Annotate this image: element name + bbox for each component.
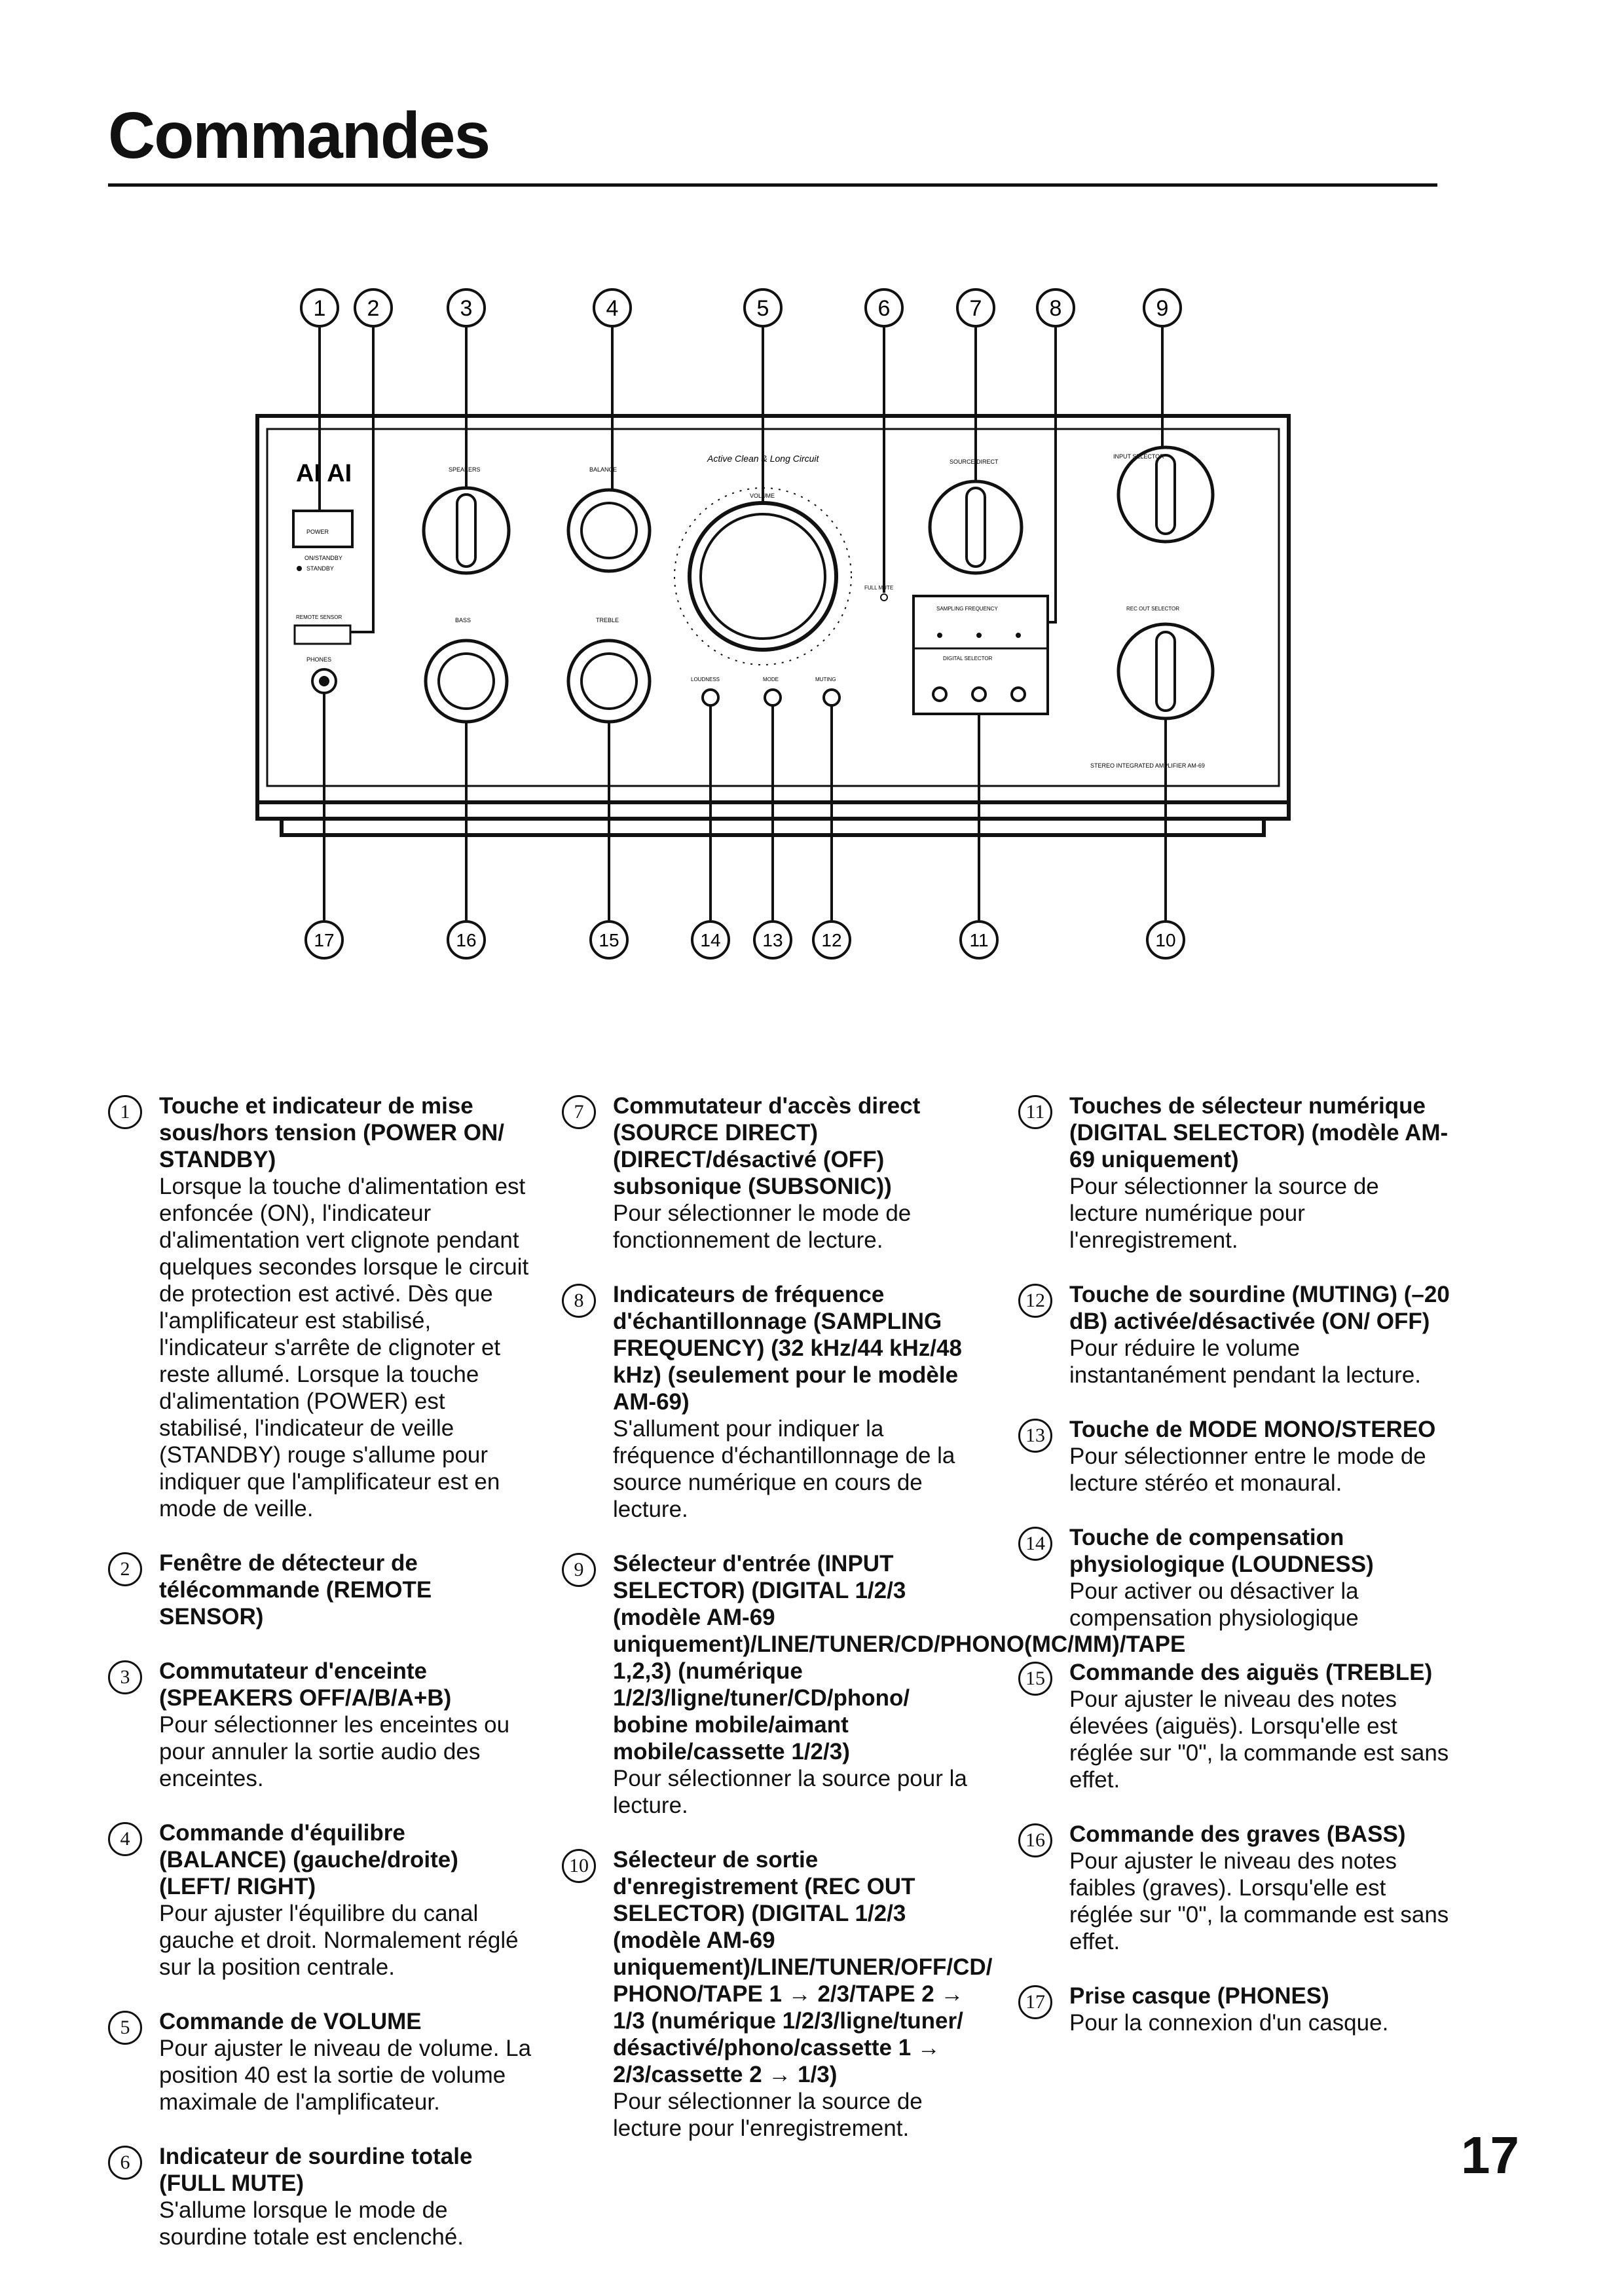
remote-sensor-window	[295, 625, 350, 644]
item-title: Commande de VOLUME	[159, 2009, 422, 2034]
freq-indicator-32	[937, 633, 942, 638]
list-item	[562, 1846, 991, 2142]
item-body: Pour activer ou désactiver la compensation physiologique	[1069, 1578, 1359, 1631]
item-number: 8	[562, 1284, 596, 1318]
callout-15: 15	[599, 930, 619, 950]
item-body: Pour réduire le volume instantanément pendant la lecture.	[1069, 1335, 1422, 1388]
page-number: 17	[1461, 2126, 1519, 2184]
bass-knob-cap	[439, 654, 494, 709]
item-body: Pour ajuster le niveau des notes élevées (aiguës). Lorsqu'elle est réglée sur "0", la commande est sans effet.	[1069, 1687, 1449, 1793]
full-mute-indicator	[881, 594, 887, 601]
item-body: S'allument pour indiquer la fréquence d'échantillonnage de la source numérique en cours de lecture.	[613, 1416, 955, 1522]
balance-label: BALANCE	[589, 466, 618, 473]
item-number: 3	[108, 1660, 142, 1694]
item-body: Pour ajuster le niveau des notes faibles (graves). Lorsqu'elle est réglée sur "0", la commande est sans effet.	[1069, 1848, 1449, 1954]
volume-label: VOLUME	[750, 493, 775, 499]
item-number: 16	[1018, 1823, 1052, 1857]
list-item	[1018, 1659, 1450, 1793]
item-title: Touche de compensation physiologique (LOUDNESS)	[1069, 1525, 1374, 1577]
callout-6: 6	[877, 296, 891, 321]
item-number: 5	[108, 2011, 142, 2045]
item-body: Lorsque la touche d'alimentation est enfoncée (ON), l'indicateur d'alimentation vert clignote pendant quelques secondes lorsque le circuit de protection est activé. Dès que l'amplificateur est stabilisé, l'indicateur s'arrête de clignoter et reste allumé. Lorsque la touche d'alimentation (POWER) est stabilisé, l'indicateur de veille (STANDBY) rouge s'allume pour indiquer que l'amplificateur est en mode de veille.	[159, 1174, 529, 1521]
item-title: Touches de sélecteur numérique (DIGITAL SELECTOR) (modèle AM-69 uniquement)	[1069, 1093, 1449, 1172]
callout-14: 14	[700, 930, 721, 950]
item-title: Commande des aiguës (TREBLE)	[1069, 1660, 1433, 1685]
callout-9: 9	[1156, 296, 1169, 321]
standby-indicator	[297, 566, 302, 571]
list-item	[108, 1092, 534, 1522]
item-body: Pour ajuster le niveau de volume. La position 40 est la sortie de volume maximale de l'amplificateur.	[159, 2036, 532, 2115]
mode-button[interactable]	[765, 690, 781, 705]
item-number: 2	[108, 1552, 142, 1586]
list-item	[108, 1658, 534, 1792]
digital-selector-label: DIGITAL SELECTOR	[943, 656, 993, 662]
item-title: Sélecteur d'entrée (INPUT SELECTOR) (DIGITAL 1/2/3 (modèle AM-69 uniquement)/LINE/TUNER/CD/PHONO(MC/MM)/TAPE 1,2,3) (numérique 1/2/3/ligne/tuner/CD/phono/ bobine mobile/aimant mobile/cassette 1/2/3)	[613, 1551, 1186, 1764]
freq-indicator-48	[1016, 633, 1021, 638]
callout-13: 13	[762, 930, 783, 950]
mode-label: MODE	[763, 677, 779, 682]
brand-logo: AI AI	[296, 460, 352, 487]
speakers-label: SPEAKERS	[449, 466, 481, 473]
input-selector-label: INPUT SELECTOR	[1113, 453, 1164, 460]
item-body: Pour sélectionner la source de lecture pour l'enregistrement.	[613, 2089, 923, 2141]
digital-1-button[interactable]	[933, 688, 946, 701]
callout-4: 4	[606, 296, 619, 321]
rec-out-selector-knob-grip	[1156, 632, 1175, 711]
callout-11: 11	[969, 930, 989, 950]
callout-12: 12	[821, 930, 842, 950]
item-number: 4	[108, 1822, 142, 1856]
callouts-bottom	[306, 922, 1184, 958]
power-button-label: POWER	[306, 529, 329, 535]
sampling-frequency-label: SAMPLING FREQUENCY	[936, 606, 998, 612]
list-item	[108, 1819, 534, 1981]
rec-out-selector-knob[interactable]	[1118, 624, 1213, 718]
speakers-knob-grip	[457, 494, 475, 567]
remote-sensor-label: REMOTE SENSOR	[296, 614, 342, 620]
item-number: 1	[108, 1095, 142, 1129]
phones-label: PHONES	[306, 656, 332, 663]
freq-indicator-44	[976, 633, 982, 638]
item-number: 15	[1018, 1662, 1052, 1696]
callout-16: 16	[456, 930, 477, 950]
callout-3: 3	[460, 296, 473, 321]
item-title: Sélecteur de sortie d'enregistrement (REC OUT SELECTOR) (DIGITAL 1/2/3 (modèle AM-69 uniquement)/LINE/TUNER/OFF/CD/ PHONO/TAPE 1 → 2/3/TAPE 2 → 1/3 (numérique 1/2/3/ligne/tuner/ désactivé/phono/cassette 1 → 2/3/cassette 2 → 1/3)	[613, 1847, 993, 2087]
item-number: 12	[1018, 1284, 1052, 1318]
item-title: Touche et indicateur de mise sous/hors tension (POWER ON/ STANDBY)	[159, 1093, 504, 1172]
model-label: STEREO INTEGRATED AMPLIFIER AM-69	[1090, 762, 1205, 769]
bass-label: BASS	[455, 617, 471, 624]
item-title: Commutateur d'enceinte (SPEAKERS OFF/A/B/A+B)	[159, 1658, 452, 1711]
list-item	[1018, 1416, 1450, 1497]
list-item	[1018, 1983, 1450, 2036]
item-number: 13	[1018, 1419, 1052, 1453]
volume-knob-cap	[701, 514, 825, 639]
item-title: Fenêtre de détecteur de télécommande (REMOTE SENSOR)	[159, 1550, 432, 1630]
callout-17: 17	[314, 930, 335, 950]
callout-10: 10	[1155, 930, 1176, 950]
item-title: Commutateur d'accès direct (SOURCE DIRECT) (DIRECT/désactivé (OFF) subsonique (SUBSONIC))	[613, 1093, 921, 1199]
callouts-top	[301, 289, 1181, 326]
item-body: Pour sélectionner entre le mode de lecture stéréo et monaural.	[1069, 1444, 1426, 1496]
standby-label: STANDBY	[306, 565, 334, 572]
treble-label: TREBLE	[596, 617, 619, 624]
item-number: 14	[1018, 1527, 1052, 1561]
item-number: 11	[1018, 1095, 1052, 1129]
list-item	[1018, 1092, 1450, 1254]
loudness-button[interactable]	[703, 690, 718, 705]
treble-knob-cap	[581, 654, 637, 709]
digital-2-button[interactable]	[972, 688, 986, 701]
list-item	[108, 2008, 534, 2116]
input-selector-knob[interactable]	[1118, 447, 1213, 542]
callout-5: 5	[756, 296, 769, 321]
balance-knob-cap	[581, 503, 637, 558]
item-title: Touche de MODE MONO/STEREO	[1069, 1417, 1436, 1442]
item-body: Pour sélectionner les enceintes ou pour annuler la sortie audio des enceintes.	[159, 1712, 510, 1791]
muting-button[interactable]	[824, 690, 840, 705]
column-3	[1018, 1092, 1450, 2064]
item-body: Pour ajuster l'équilibre du canal gauche et droit. Normalement réglé sur la position centrale.	[159, 1901, 519, 1980]
source-direct-label: SOURCE DIRECT	[950, 458, 999, 465]
source-direct-knob-grip	[967, 488, 985, 567]
list-item	[108, 1550, 534, 1630]
amplifier-figure	[0, 0, 1624, 1022]
full-mute-label: FULL MUTE	[864, 585, 894, 591]
callout-2: 2	[367, 296, 380, 321]
on-standby-label: ON/STANDBY	[304, 555, 342, 561]
item-number: 7	[562, 1095, 596, 1129]
item-body: Pour la connexion d'un casque.	[1069, 2010, 1389, 2036]
page-title: Commandes	[108, 99, 490, 172]
rec-out-selector-label: REC OUT SELECTOR	[1126, 606, 1180, 612]
muting-label: MUTING	[815, 677, 836, 682]
item-title: Commande des graves (BASS)	[1069, 1821, 1406, 1847]
source-direct-knob[interactable]	[930, 481, 1022, 573]
column-1	[108, 1092, 534, 2278]
item-number: 10	[562, 1849, 596, 1883]
speakers-knob[interactable]	[424, 488, 509, 573]
list-item	[1018, 1821, 1450, 1955]
logo-script: Active Clean & Long Circuit	[707, 453, 819, 464]
item-body: Pour sélectionner la source de lecture numérique pour l'enregistrement.	[1069, 1174, 1379, 1253]
list-item	[562, 1281, 991, 1523]
item-body: Pour sélectionner la source pour la lecture.	[613, 1766, 967, 1818]
callout-1: 1	[313, 296, 326, 321]
callout-7: 7	[969, 296, 982, 321]
item-title: Prise casque (PHONES)	[1069, 1983, 1329, 2009]
item-title: Touche de sourdine (MUTING) (–20 dB) activée/désactivée (ON/ OFF)	[1069, 1282, 1450, 1334]
digital-3-button[interactable]	[1012, 688, 1025, 701]
item-body: Pour sélectionner le mode de fonctionnement de lecture.	[613, 1201, 912, 1253]
item-number: 6	[108, 2146, 142, 2180]
list-item	[1018, 1524, 1450, 1631]
item-title: Indicateurs de fréquence d'échantillonnage (SAMPLING FREQUENCY) (32 kHz/44 kHz/48 kHz) (seulement pour le modèle AM-69)	[613, 1282, 962, 1415]
item-body: S'allume lorsque le mode de sourdine totale est enclenché.	[159, 2197, 464, 2250]
item-number: 17	[1018, 1985, 1052, 2019]
item-title: Commande d'équilibre (BALANCE) (gauche/droite) (LEFT/ RIGHT)	[159, 1820, 458, 1899]
list-item	[1018, 1281, 1450, 1389]
phones-jack-hole	[319, 676, 329, 686]
list-item	[108, 2143, 534, 2250]
input-selector-knob-grip	[1156, 455, 1175, 534]
volume-knob[interactable]	[690, 503, 836, 650]
list-item	[562, 1092, 991, 1254]
callout-8: 8	[1049, 296, 1062, 321]
item-title: Indicateur de sourdine totale (FULL MUTE)	[159, 2144, 473, 2196]
loudness-label: LOUDNESS	[691, 677, 720, 682]
item-number: 9	[562, 1553, 596, 1587]
